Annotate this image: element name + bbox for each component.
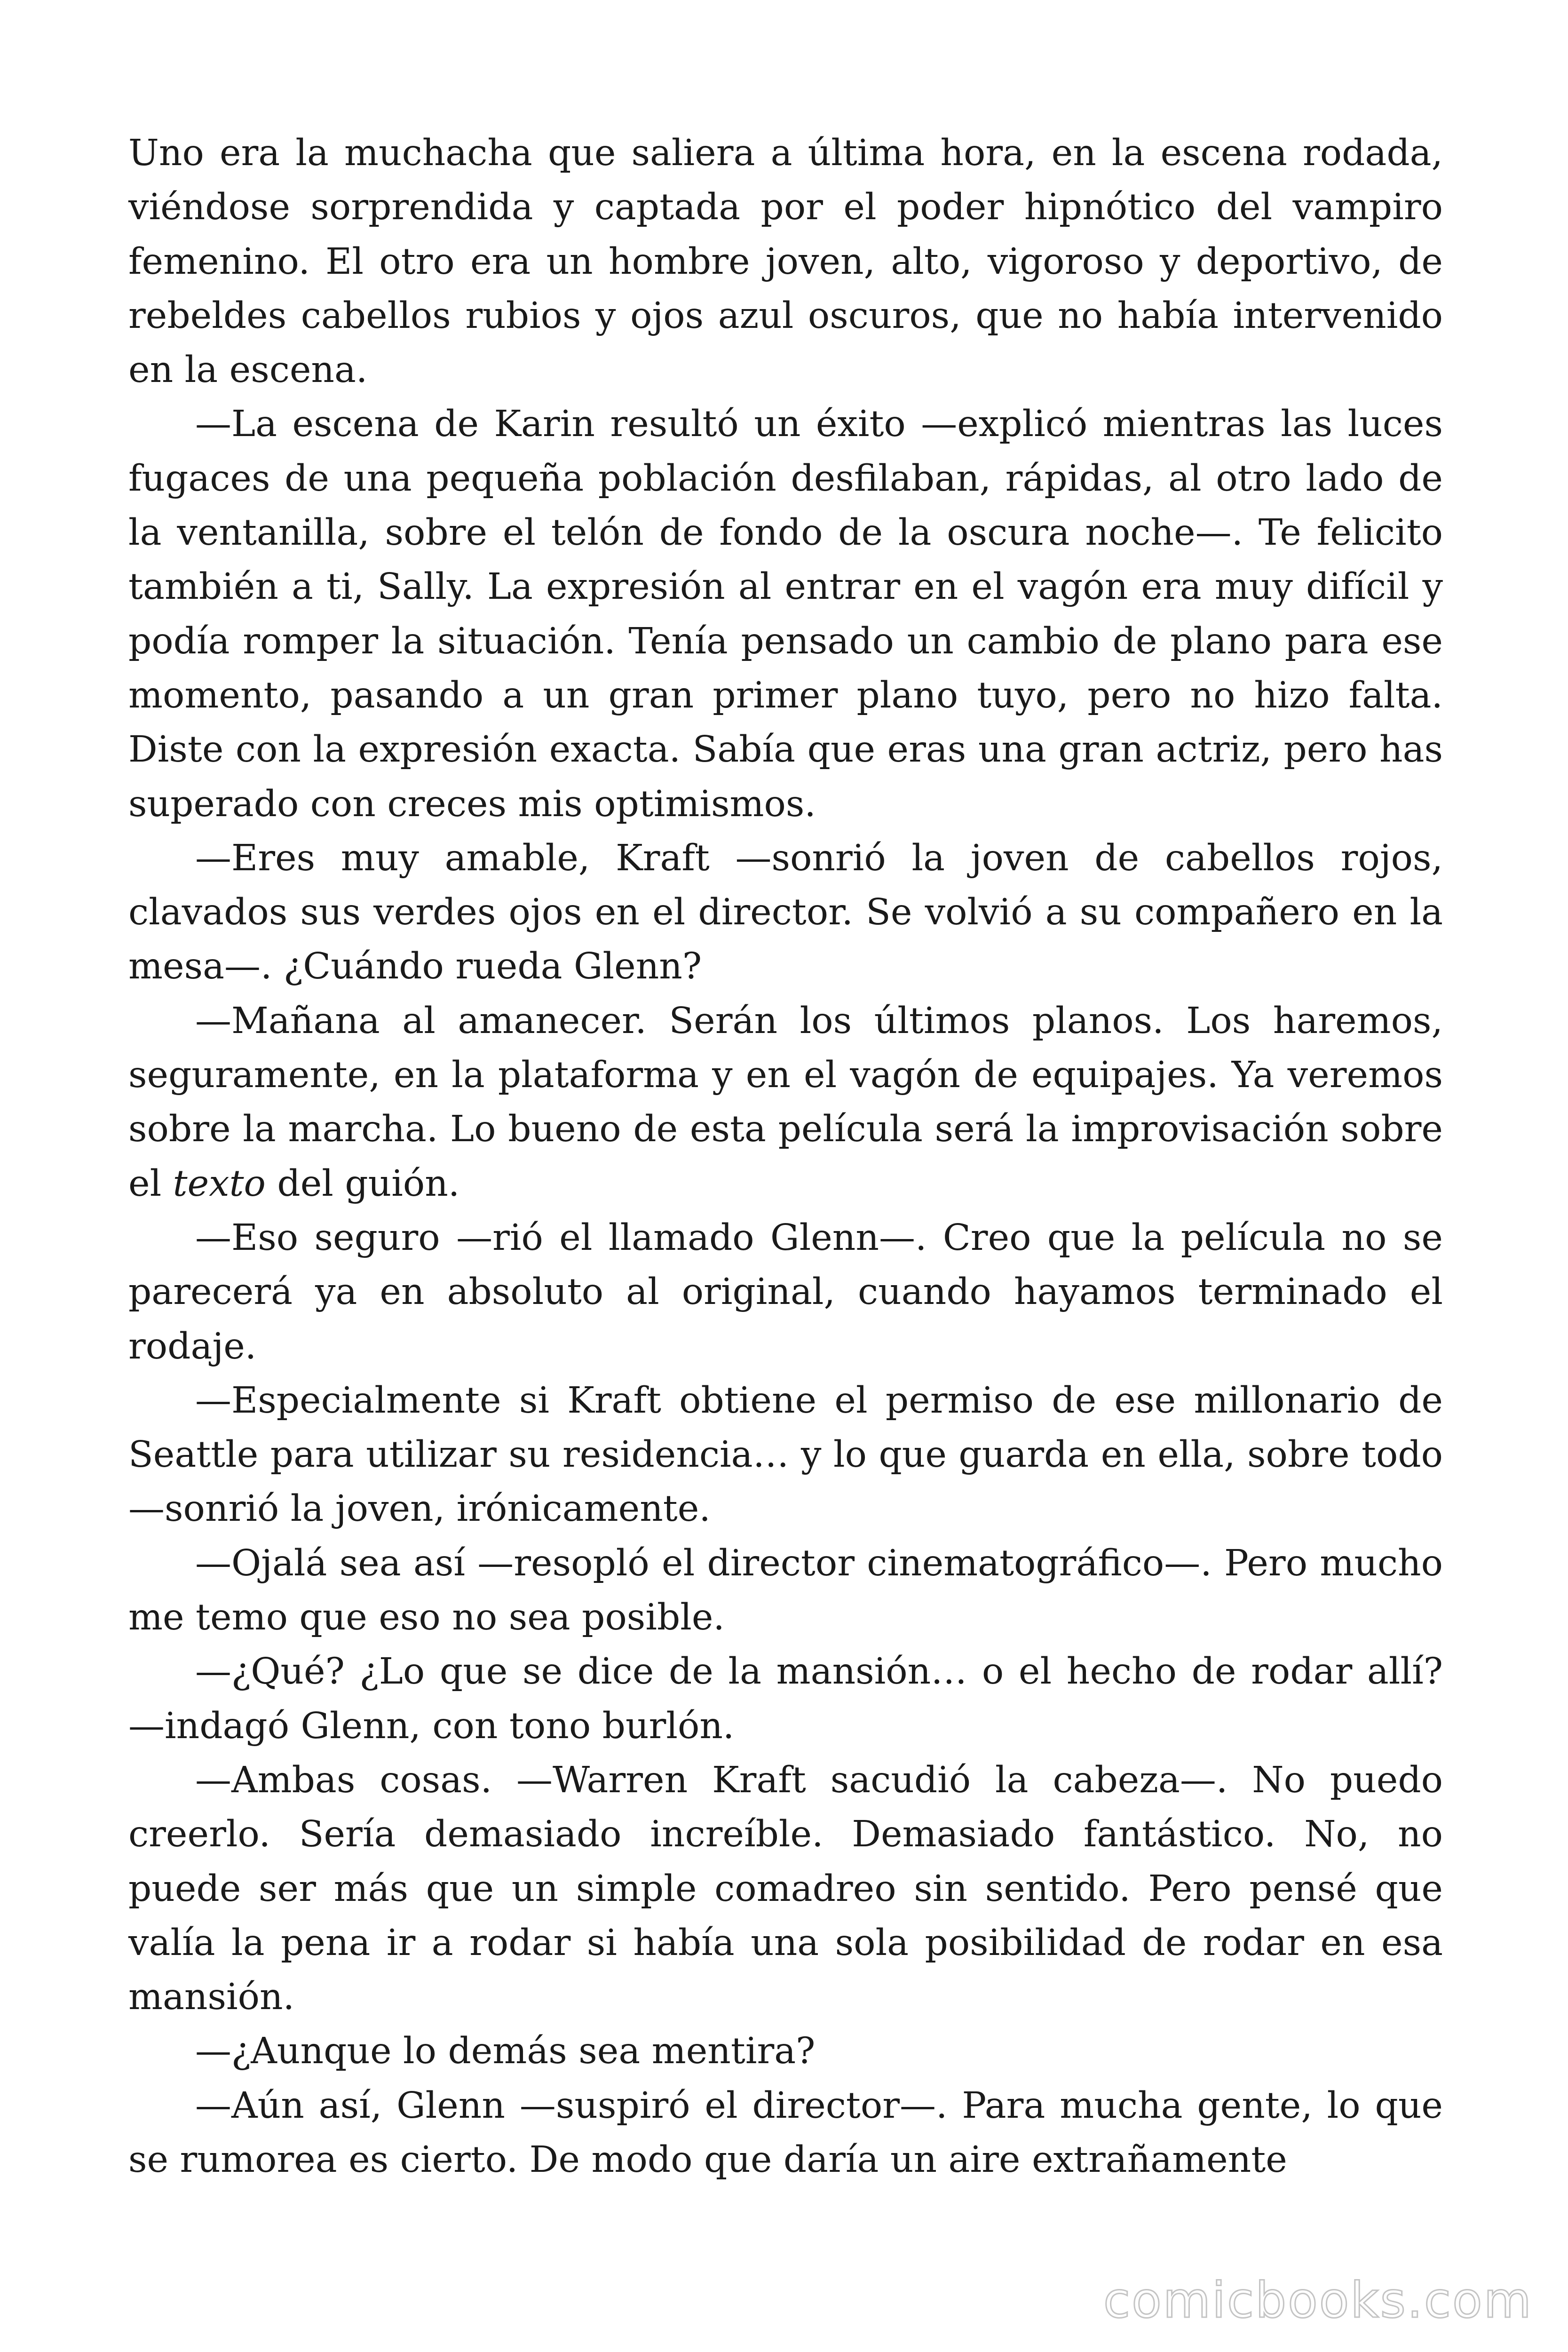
watermark-logo: comicbooks.com bbox=[1103, 2272, 1533, 2329]
paragraph bbox=[128, 126, 1443, 397]
text-run: —Eso seguro —rió el llamado Glenn—. Creo que la película no se parecerá ya en absoluto al original, cuando hayamos terminado el rodaje. bbox=[128, 1216, 1443, 1367]
text-run: —Ambas cosas. —Warren Kraft sacudió la cabeza—. No puedo creerlo. Sería demasiado increíble. Demasiado fantástico. No, no puede ser más que un simple comadreo sin sentido. Pero pensé que valía la pena ir a rodar si había una sola posibilidad de rodar en esa mansión. bbox=[128, 1759, 1443, 2018]
paragraph bbox=[128, 1374, 1443, 1536]
text-run: —Ojalá sea así —resopló el director cinematográfico—. Pero mucho me temo que eso no sea posible. bbox=[128, 1542, 1443, 1639]
page-text bbox=[128, 126, 1443, 2187]
text-run: del guión. bbox=[265, 1162, 460, 1205]
italic-text: texto bbox=[173, 1162, 266, 1205]
text-run: —Especialmente si Kraft obtiene el permiso de ese millonario de Seattle para utilizar su residencia… y lo que guarda en ella, sobre todo —sonrió la joven, irónicamente. bbox=[128, 1379, 1443, 1530]
paragraph bbox=[128, 1211, 1443, 1374]
paragraph bbox=[128, 1753, 1443, 2024]
text-run: —¿Qué? ¿Lo que se dice de la mansión… o el hecho de rodar allí? —indagó Glenn, con tono burlón. bbox=[128, 1651, 1443, 1747]
paragraph bbox=[128, 2024, 1443, 2078]
text-run: —La escena de Karin resultó un éxito —explicó mientras las luces fugaces de una pequeña población desfilaban, rápidas, al otro lado de la ventanilla, sobre el telón de fondo de la oscura noche—. Te felicito también a ti, Sally. La expresión al entrar en el vagón era muy difícil y podía romper la situación. Tenía pensado un cambio de plano para ese momento, pasando a un gran primer plano tuyo, pero no hizo falta. Diste con la expresión exacta. Sabía que eras una gran actriz, pero has superado con creces mis optimismos. bbox=[128, 403, 1443, 825]
paragraph bbox=[128, 1536, 1443, 1645]
paragraph bbox=[128, 831, 1443, 994]
text-run: —Eres muy amable, Kraft —sonrió la joven de cabellos rojos, clavados sus verdes ojos en el director. Se volvió a su compañero en la mesa—. ¿Cuándo rueda Glenn? bbox=[128, 837, 1443, 988]
text-run: —¿Aunque lo demás sea mentira? bbox=[195, 2030, 816, 2073]
paragraph bbox=[128, 1645, 1443, 1753]
text-run: —Aún así, Glenn —suspiró el director—. Para mucha gente, lo que se rumorea es cierto. De modo que daría un aire extrañamente bbox=[128, 2084, 1443, 2181]
paragraph bbox=[128, 2079, 1443, 2187]
text-run: —Mañana al amanecer. Serán los últimos planos. Los haremos, seguramente, en la plataforma y en el vagón de equipajes. Ya veremos sobre la marcha. Lo bueno de esta película será la improvisación sobre el bbox=[128, 1000, 1443, 1205]
paragraph bbox=[128, 994, 1443, 1211]
paragraph bbox=[128, 397, 1443, 831]
text-run: Uno era la muchacha que saliera a última hora, en la escena rodada, viéndose sorprendida y captada por el poder hipnótico del vampiro femenino. El otro era un hombre joven, alto, vigoroso y deportivo, de rebeldes cabellos rubios y ojos azul oscuros, que no había intervenido en la escena. bbox=[128, 132, 1443, 391]
